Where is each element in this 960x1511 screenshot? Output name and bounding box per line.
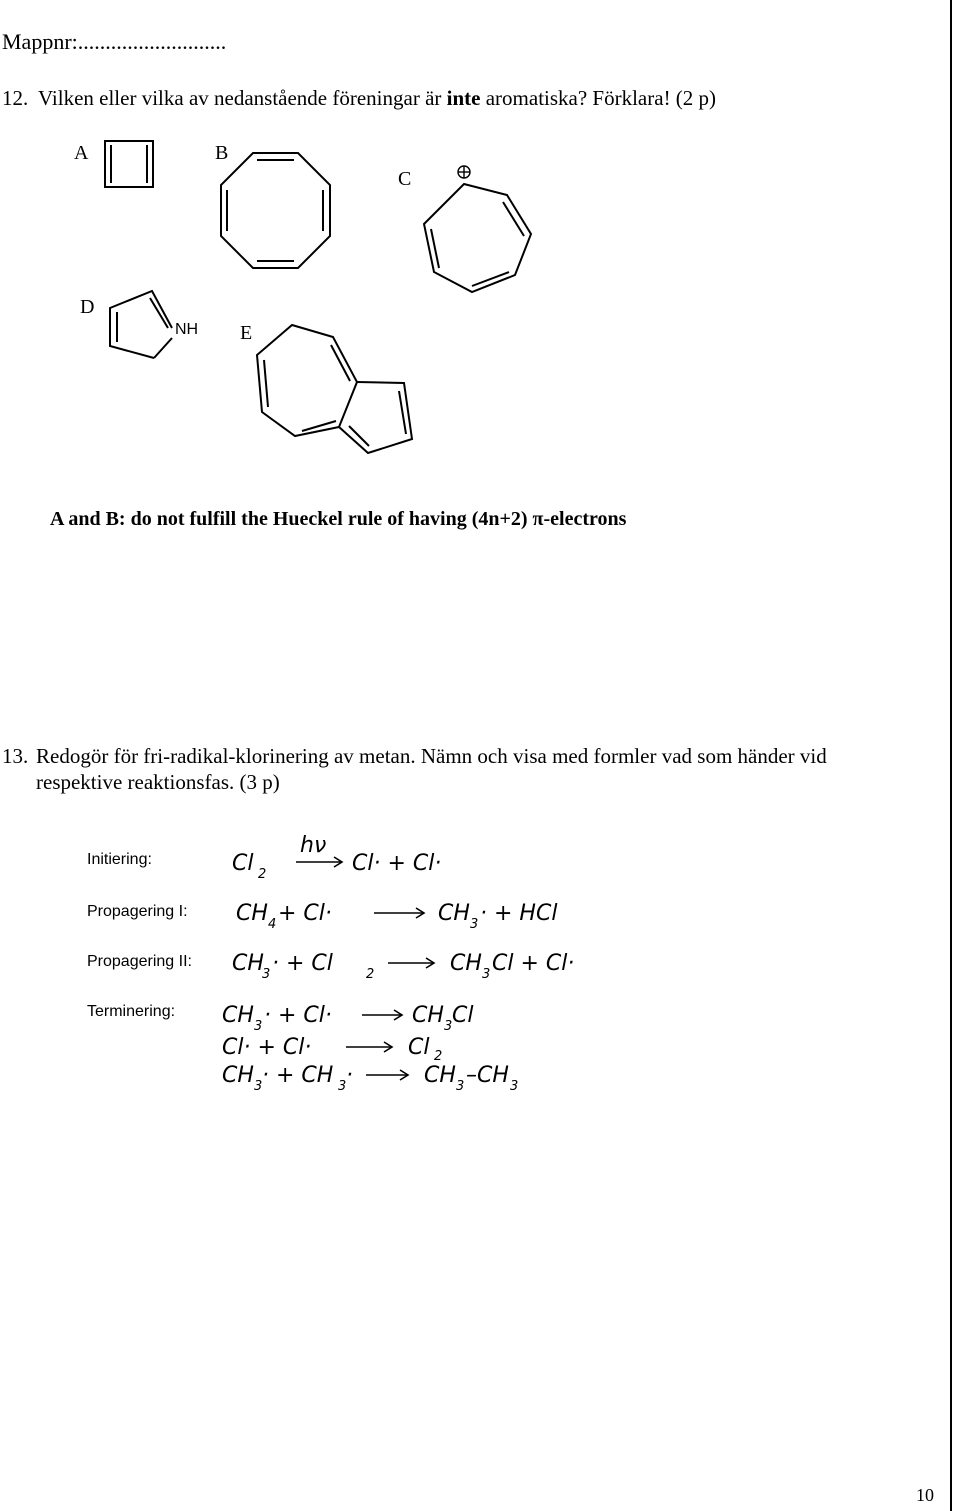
question-12 xyxy=(2,86,716,110)
stage-label-propagation-1: Propagering I: xyxy=(87,903,188,920)
question-12-number: 12. xyxy=(2,86,29,110)
molecule-label-d: D xyxy=(80,296,95,318)
term1-right: CH xyxy=(412,1003,444,1028)
mappnr-field: Mappnr:........................... xyxy=(2,29,227,54)
term3-right-rest: –CH xyxy=(466,1063,509,1088)
question-12-text-bold: inte xyxy=(446,86,481,110)
molecule-label-e: E xyxy=(240,322,253,344)
right-margin-rule xyxy=(950,0,952,1511)
term3-right: CH xyxy=(424,1063,456,1088)
prop2-left-rest: · + Cl xyxy=(272,951,333,976)
init-right: Cl· + Cl· xyxy=(352,851,442,876)
term2-right: Cl xyxy=(408,1035,430,1060)
molecule-label-a: A xyxy=(74,142,89,164)
prop2-left-sub2: 2 xyxy=(366,967,375,982)
term1-right-rest: Cl xyxy=(452,1003,474,1028)
page-number: 10 xyxy=(916,1485,934,1505)
molecule-label-b: B xyxy=(215,142,229,164)
term3-left-rest2: · xyxy=(346,1063,353,1088)
term1-left-sub: 3 xyxy=(254,1019,263,1034)
term3-left-sub: 3 xyxy=(254,1079,263,1094)
term1-right-sub: 3 xyxy=(444,1019,453,1034)
term3-right-sub2: 3 xyxy=(510,1079,519,1094)
question-13-text-line2: respektive reaktionsfas. (3 p) xyxy=(36,770,280,794)
term2-right-sub: 2 xyxy=(434,1049,443,1064)
prop1-left-rest: + Cl· xyxy=(278,901,332,926)
question-13-number: 13. xyxy=(2,744,29,768)
arrow-propagation-2 xyxy=(388,958,434,968)
pyrrole-nh-label: NH xyxy=(175,321,199,338)
prop2-left: CH xyxy=(232,951,264,976)
question-12-text-before: Vilken eller vilka av nedanstående föreningar är xyxy=(38,86,447,110)
init-left: Cl xyxy=(232,851,254,876)
question-12-text-after: aromatiska? Förklara! (2 p) xyxy=(480,86,717,110)
init-left-sub: 2 xyxy=(258,867,267,882)
question-13-text-line1: Redogör för fri-radikal-klorinering av metan. Nämn och visa med formler vad som händer vid xyxy=(36,744,827,768)
term2-left: Cl· + Cl· xyxy=(222,1035,312,1060)
prop2-right: CH xyxy=(450,951,482,976)
question-12-answer: A and B: do not fulfill the Hueckel rule of having (4n+2) π-electrons xyxy=(50,508,627,530)
prop1-right-sub: 3 xyxy=(470,917,479,932)
arrow-initiation xyxy=(296,857,342,867)
prop2-right-rest: Cl + Cl· xyxy=(492,951,575,976)
stage-label-propagation-2: Propagering II: xyxy=(87,953,192,970)
prop1-left-sub: 4 xyxy=(268,917,277,932)
arrow-termination-3 xyxy=(366,1070,408,1080)
hv-label: hν xyxy=(300,833,327,858)
term3-left: CH xyxy=(222,1063,254,1088)
term3-right-sub: 3 xyxy=(456,1079,465,1094)
question-13-line1 xyxy=(2,744,827,768)
term1-left: CH xyxy=(222,1003,254,1028)
prop1-right: CH xyxy=(438,901,470,926)
prop2-left-sub: 3 xyxy=(262,967,271,982)
arrow-propagation-1 xyxy=(374,908,424,918)
prop1-right-rest: · + HCl xyxy=(480,901,558,926)
arrow-termination-1 xyxy=(362,1010,402,1020)
prop2-right-sub: 3 xyxy=(482,967,491,982)
term1-left-rest: · + Cl· xyxy=(264,1003,332,1028)
term3-left-sub2: 3 xyxy=(338,1079,347,1094)
prop1-left: CH xyxy=(236,901,268,926)
molecule-label-c: C xyxy=(398,168,412,190)
stage-label-initiation: Initiering: xyxy=(87,851,152,868)
stage-label-termination: Terminering: xyxy=(87,1003,176,1020)
arrow-termination-2 xyxy=(346,1042,392,1052)
term3-left-rest: · + CH xyxy=(262,1063,334,1088)
